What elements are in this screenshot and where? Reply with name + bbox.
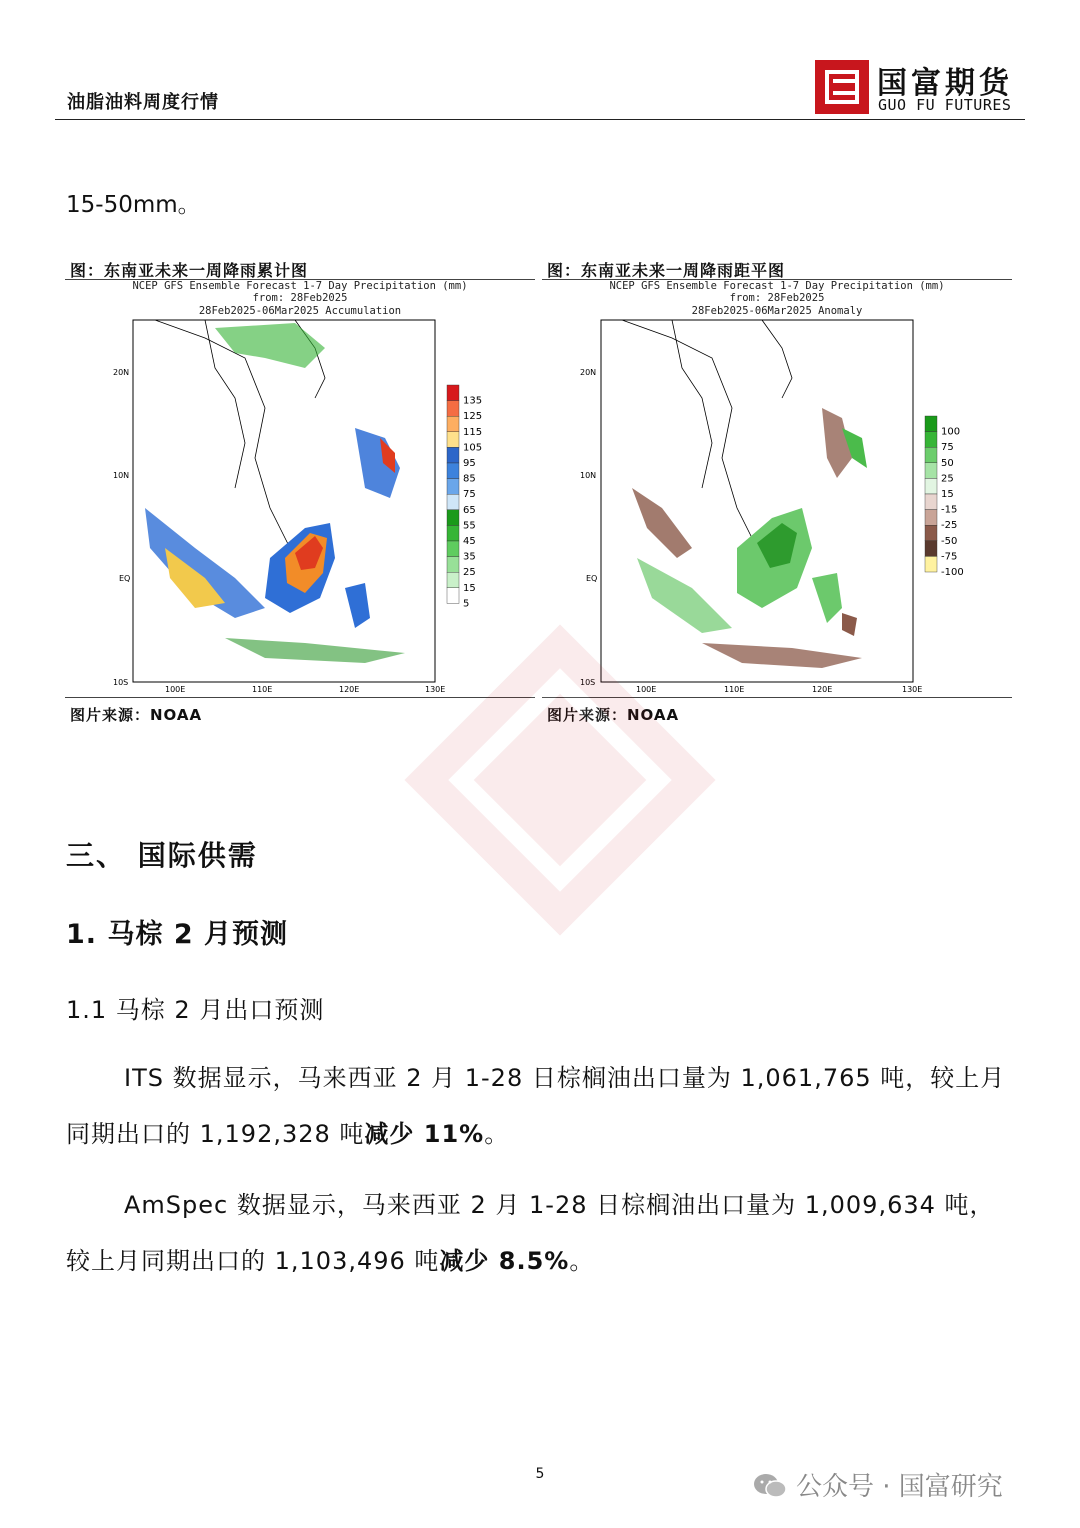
lat-label: 20N	[113, 368, 130, 377]
lon-label: 100E	[165, 685, 186, 694]
paragraph-its	[66, 1050, 1006, 1162]
legend-label: 100	[941, 426, 961, 438]
figure-left	[65, 258, 535, 728]
header-rule	[55, 119, 1025, 120]
legend-label: 25	[463, 567, 476, 579]
lon-label: 110E	[252, 685, 273, 694]
paragraph-end: 。	[484, 1120, 510, 1148]
figure-subtitle-1: NCEP GFS Ensemble Forecast 1-7 Day Precipitation (mm)	[609, 280, 945, 292]
figure-right	[542, 258, 1012, 728]
legend-swatch	[925, 447, 937, 463]
header-title: 油脂油料周度行情	[67, 92, 219, 113]
legend-swatch	[447, 525, 459, 541]
paragraph-highlight: 减少 11%	[364, 1120, 485, 1148]
subsection-heading: 1. 马棕 2 月预测	[66, 919, 289, 950]
legend-label: 95	[463, 458, 476, 469]
legend-anomaly	[925, 416, 964, 578]
legend-label: 75	[941, 442, 954, 454]
footer-account-text: 公众号 · 国富研究	[796, 1472, 1003, 1502]
figure-subtitle-2: from: 28Feb2025	[252, 292, 348, 304]
subsubsection-heading: 1.1 马棕 2 月出口预测	[66, 996, 325, 1024]
legend-swatch	[447, 588, 459, 604]
lat-label: 10N	[113, 471, 130, 480]
paragraph-text: AmSpec 数据显示，马来西亚 2 月 1-28 日棕榈油出口量为 1,009,634 吨，较上月同期出口的 1,103,496 吨	[66, 1191, 995, 1275]
legend-swatch	[447, 479, 459, 495]
legend-swatch	[447, 401, 459, 417]
figure-subtitle-3: 28Feb2025-06Mar2025 Anomaly	[691, 305, 863, 317]
lat-label: EQ	[586, 574, 598, 583]
legend-label: 50	[941, 457, 954, 469]
legend-label: 5	[463, 598, 470, 610]
legend-swatch	[925, 416, 937, 432]
legend-label: -15	[941, 504, 958, 516]
figure-rule-bottom	[542, 697, 1012, 698]
page-number: 5	[535, 1466, 545, 1482]
lon-label: 120E	[339, 685, 360, 694]
legend-swatch	[447, 385, 459, 401]
legend-label: 75	[463, 489, 476, 501]
logo-en-text: GUO FU FUTURES	[878, 96, 1012, 114]
figure-caption: 图：东南亚未来一周降雨累计图	[70, 261, 309, 280]
legend-label: 15	[941, 489, 954, 500]
legend-accumulation	[447, 385, 482, 609]
legend-label: 35	[463, 551, 476, 563]
legend-swatch	[447, 447, 459, 463]
figure-caption: 图：东南亚未来一周降雨距平图	[547, 261, 786, 280]
precip-accumulation-map	[65, 258, 535, 698]
lat-label: 10S	[113, 678, 129, 687]
legend-label: 125	[463, 411, 483, 423]
lon-label: 120E	[812, 685, 833, 694]
legend-label: -100	[941, 567, 964, 578]
lat-label: 10N	[580, 471, 597, 480]
legend-label: 65	[463, 504, 476, 516]
lon-label: 110E	[724, 685, 745, 694]
legend-label: -50	[941, 535, 958, 547]
legend-swatch	[447, 463, 459, 479]
legend-swatch	[925, 510, 937, 526]
legend-swatch	[925, 463, 937, 479]
legend-swatch	[447, 510, 459, 526]
legend-swatch	[925, 525, 937, 541]
figure-subtitle-1: NCEP GFS Ensemble Forecast 1-7 Day Precipitation (mm)	[132, 280, 468, 292]
logo-mark-icon	[815, 60, 869, 114]
figure-rule-bottom	[65, 697, 535, 698]
figure-source: 图片来源：NOAA	[70, 706, 203, 724]
paragraph-end: 。	[569, 1247, 595, 1275]
figure-source: 图片来源：NOAA	[547, 706, 680, 724]
precip-anomaly-map	[542, 258, 1012, 698]
legend-label: 105	[463, 442, 483, 454]
legend-swatch	[447, 416, 459, 432]
legend-swatch	[447, 432, 459, 448]
legend-swatch	[447, 557, 459, 573]
legend-swatch	[447, 494, 459, 510]
paragraph-amspec	[66, 1177, 1006, 1289]
lon-label: 130E	[902, 685, 923, 694]
legend-label: 45	[463, 536, 476, 547]
footer-account	[752, 1466, 1003, 1503]
wechat-icon	[752, 1472, 788, 1500]
lat-label: 20N	[580, 368, 597, 377]
legend-label: 25	[941, 473, 954, 485]
legend-label: 15	[463, 582, 476, 594]
paragraph-highlight: 减少 8.5%	[439, 1247, 570, 1275]
intro-line: 15-50mm。	[66, 192, 201, 218]
logo-cn-text: 国富期货	[877, 66, 1013, 101]
legend-label: -75	[941, 551, 958, 563]
legend-label: 135	[463, 395, 483, 407]
logo	[815, 60, 1025, 114]
lat-label: 10S	[580, 678, 596, 687]
legend-label: -25	[941, 520, 958, 532]
figure-subtitle-2: from: 28Feb2025	[729, 292, 825, 304]
legend-swatch	[925, 432, 937, 448]
lon-label: 130E	[425, 685, 446, 694]
lon-label: 100E	[636, 685, 657, 694]
legend-swatch	[925, 541, 937, 557]
legend-swatch	[925, 494, 937, 510]
legend-label: 115	[463, 426, 483, 438]
section-heading: 三、 国际供需	[66, 839, 258, 872]
lat-label: EQ	[119, 574, 131, 583]
legend-label: 55	[463, 520, 476, 532]
figure-subtitle-3: 28Feb2025-06Mar2025 Accumulation	[198, 305, 402, 317]
paragraph-text: ITS 数据显示，马来西亚 2 月 1-28 日棕榈油出口量为 1,061,765 吨，较上月同期出口的 1,192,328 吨	[66, 1064, 1006, 1148]
legend-swatch	[447, 572, 459, 588]
legend-swatch	[447, 541, 459, 557]
legend-swatch	[925, 478, 937, 494]
legend-swatch	[925, 556, 937, 572]
legend-label: 85	[463, 473, 476, 485]
